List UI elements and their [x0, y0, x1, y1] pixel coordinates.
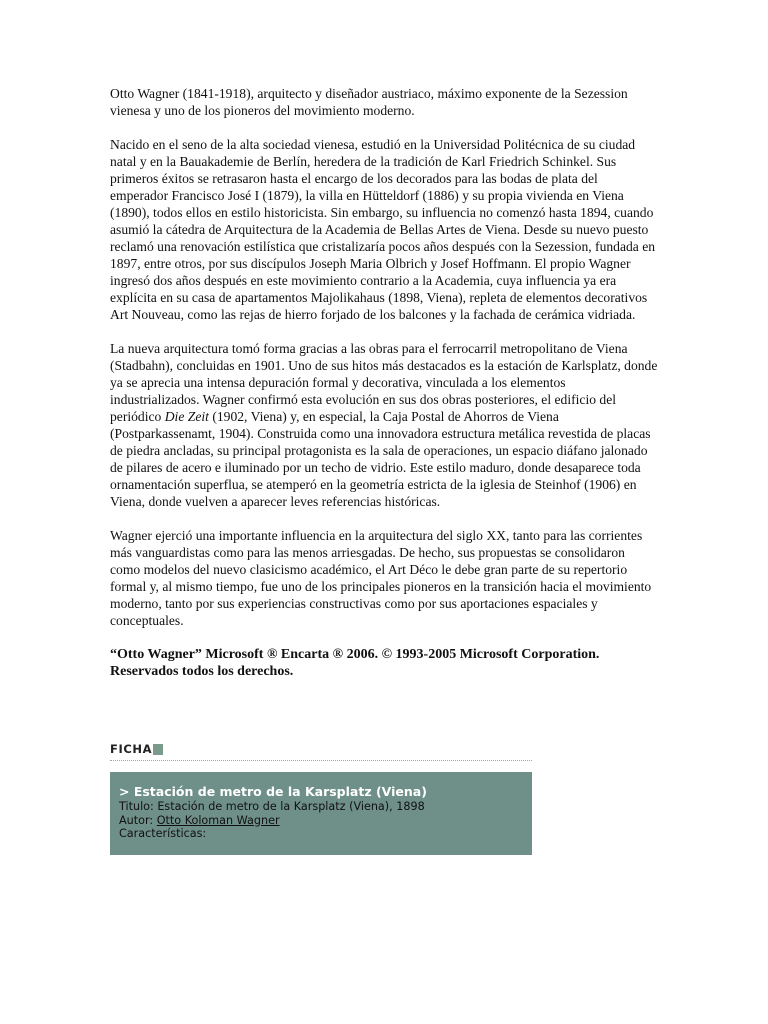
ficha-row-autor: [119, 814, 532, 828]
newspaper-title: Die Zeit: [164, 409, 209, 424]
autor-label: Autor:: [119, 813, 154, 827]
ficha-row-caracteristicas: [119, 827, 532, 841]
paragraph-new-architecture: [110, 340, 658, 510]
paragraph-text: (1902, Viena) y, en especial, la Caja Postal de Ahorros de Viena (Postparkassenamt, 1904). Construida como una innovadora estructura metálica revestida de placas de piedra ancladas, su principal protagonista es la sala de operaciones, un espacio diáfano jalonado de pilares de acero e iluminado por un techo de vidrio. Este estilo maduro, donde desaparece toda ornamentación superflua, se atemperó en la geometría estricta de la iglesia de Steinhof (1906) en Viena, donde vuelven a aparecer leves referencias históricas.: [110, 409, 651, 509]
source-credit: “Otto Wagner” Microsoft ® Encarta ® 2006. © 1993-2005 Microsoft Corporation. Reservados todos los derechos.: [110, 647, 600, 679]
paragraph-biography: Nacido en el seno de la alta sociedad vienesa, estudió en la Universidad Politécnica de su ciudad natal y en la Bauakademie de Berlín, heredera de la tradición de Karl Friedrich Schinkel. Sus primeros éxitos se retrasaron hasta el encargo de los decorados para las bodas de plata del emperador Francisco José I (1879), la villa en Hütteldorf (1886) y su propia vivienda en Viena (1890), todos ellos en estilo historicista. Sin embargo, su influencia no comenzó hasta 1894, cuando asumió la cátedra de Arquitectura de la Academia de Bellas Artes de Viena. Desde su nuevo puesto reclamó una renovación estilística que cristalizaría pocos años después con la Sezession, fundada en 1897, entre otros, por sus discípulos Joseph Maria Olbrich y Josef Hoffmann. El propio Wagner ingresó dos años después en este movimiento contrario a la Academia, cuya influencia ya era explícita en su casa de apartamentos Majolikahaus (1898, Viena), repleta de elementos decorativos Art Nouveau, como las rejas de hierro forjado de los balcones y la fachada de cerámica vidriada.: [110, 137, 656, 322]
article: [110, 85, 658, 697]
ficha-row-titulo: [119, 800, 532, 814]
divider: [110, 760, 532, 761]
paragraph-influence: Wagner ejerció una importante influencia en la arquitectura del siglo XX, tanto para las corrientes más vanguardistas como para las menos arriesgadas. De hecho, sus propuestas se consolidaron como modelos del nuevo clasicismo académico, el Art Déco le debe gran parte de su repertorio formal y, al mismo tiempo, fue uno de los principales pioneros en la transición hacia el movimiento moderno, tanto por sus experiencias constructivas como por sus aportaciones espaciales y conceptuales.: [110, 528, 652, 628]
paragraph-intro: Otto Wagner (1841-1918), arquitecto y diseñador austriaco, máximo exponente de la Sezession vienesa y uno de los pioneros del movimiento moderno.: [110, 86, 628, 118]
square-bullet-icon: [153, 744, 163, 755]
caracteristicas-label: Características:: [119, 827, 207, 840]
ficha-heading-label: FICHA: [110, 742, 153, 756]
ficha-card-title: > Estación de metro de la Karsplatz (Viena): [119, 784, 427, 799]
autor-link[interactable]: Otto Koloman Wagner: [156, 813, 280, 827]
paragraph-text: La nueva arquitectura tomó forma gracias a las obras para el ferrocarril metropolitano de Viena (Stadbahn), concluidas en 1901. Uno de sus hitos más destacados es la estación de Karlsplatz, donde ya se aprecia una intensa depuración formal y decorativa, vinculada a los elementos industrializados. Wagner confirmó esta evolución en sus dos obras posteriores, el edificio del periódico: [110, 341, 658, 424]
ficha-heading: [110, 742, 163, 756]
titulo-label: Titulo:: [119, 800, 154, 813]
ficha-card: [110, 772, 532, 855]
titulo-value: Estación de metro de la Karsplatz (Viena), 1898: [157, 800, 425, 813]
